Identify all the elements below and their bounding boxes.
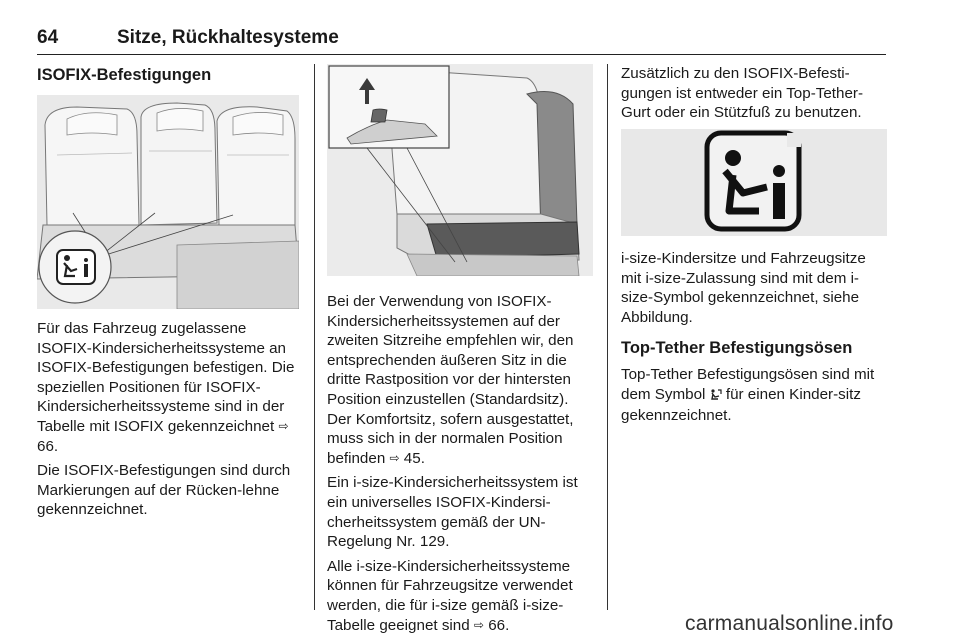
column-middle-text <box>327 292 593 640</box>
rear-seats-isofix-illustration <box>37 95 299 309</box>
paragraph <box>327 292 593 468</box>
page-header <box>37 26 886 55</box>
section-heading-top-tether: Top-Tether Befestigungsösen <box>621 339 853 358</box>
column-left <box>37 64 301 92</box>
column-divider <box>314 64 315 610</box>
paragraph-text: für einen Kinder-sitz gekennzeichnet. <box>621 385 861 424</box>
page-reference-link[interactable]: 45. <box>403 449 425 467</box>
column-left-text <box>37 319 301 525</box>
paragraph: Ein i-size-Kindersicherheitssystem ist ein universelles ISOFIX-Kindersi-cherheitssystem gemäß der UN-Regelung Nr. 129. <box>327 474 578 551</box>
paragraph-text: Top-Tether Befestigungsösen sind mit dem Symbol <box>621 366 875 403</box>
paragraph-text: Alle i-size-Kindersicherheitssysteme können für Fahrzeugsitze verwendet werden, die für i-size gemäß i-size-Tabelle geeignet sind <box>327 557 573 634</box>
paragraph <box>327 557 593 635</box>
paragraph-text: Bei der Verwendung von ISOFIX-Kindersicherheitssystemen auf der zweiten Sitzreihe empfehlen wir, den entsprechenden äußeren Sitz in die dritte Rastposition vor der hintersten Position einzustellen (Standardsitz). Der Komfortsitz, sofern ausgestattet, muss sich in der normalen Position befinden <box>327 293 574 467</box>
i-size-symbol-illustration <box>621 129 887 236</box>
paragraph: Zusätzlich zu den ISOFIX-Befesti-gungen ist entweder ein Top-Tether-Gurt oder ein Stützfuß zu benutzen. <box>621 65 864 122</box>
watermark: carmanualsonline.info <box>685 612 894 635</box>
paragraph: Die ISOFIX-Befestigungen sind durch Markierungen auf der Rücken-lehne gekennzeichnet. <box>37 462 291 519</box>
column-right-text-top <box>621 64 887 128</box>
page-number: 64 <box>37 27 59 48</box>
seat-adjust-illustration <box>327 64 593 276</box>
column-right-text-bottom <box>621 249 887 430</box>
ref-arrow-icon: ⇨ <box>473 617 484 632</box>
paragraph-text: Für das Fahrzeug zugelassene ISOFIX-Kindersicherheitssysteme an ISOFIX-Befestigungen befestigen. Die speziellen Positionen für ISOFIX-Kindersicherheitssysteme sind in der Tabelle mit ISOFIX gekennzeichnet <box>37 320 295 435</box>
child-seat-tether-icon <box>710 388 722 402</box>
section-heading-isofix: ISOFIX-Befestigungen <box>37 66 212 84</box>
page-reference-link[interactable]: 66. <box>488 616 510 634</box>
paragraph <box>37 319 301 456</box>
ref-arrow-icon: ⇨ <box>389 450 400 465</box>
page-reference-link[interactable]: 66. <box>37 437 59 455</box>
ref-arrow-icon: ⇨ <box>278 418 289 433</box>
paragraph <box>621 365 887 425</box>
chapter-title: Sitze, Rückhaltesysteme <box>117 27 339 48</box>
column-divider <box>607 64 608 610</box>
paragraph: i-size-Kindersitze und Fahrzeugsitze mit i-size-Zulassung sind mit dem i-size-Symbol gekennzeichnet, siehe Abbildung. <box>621 250 866 326</box>
